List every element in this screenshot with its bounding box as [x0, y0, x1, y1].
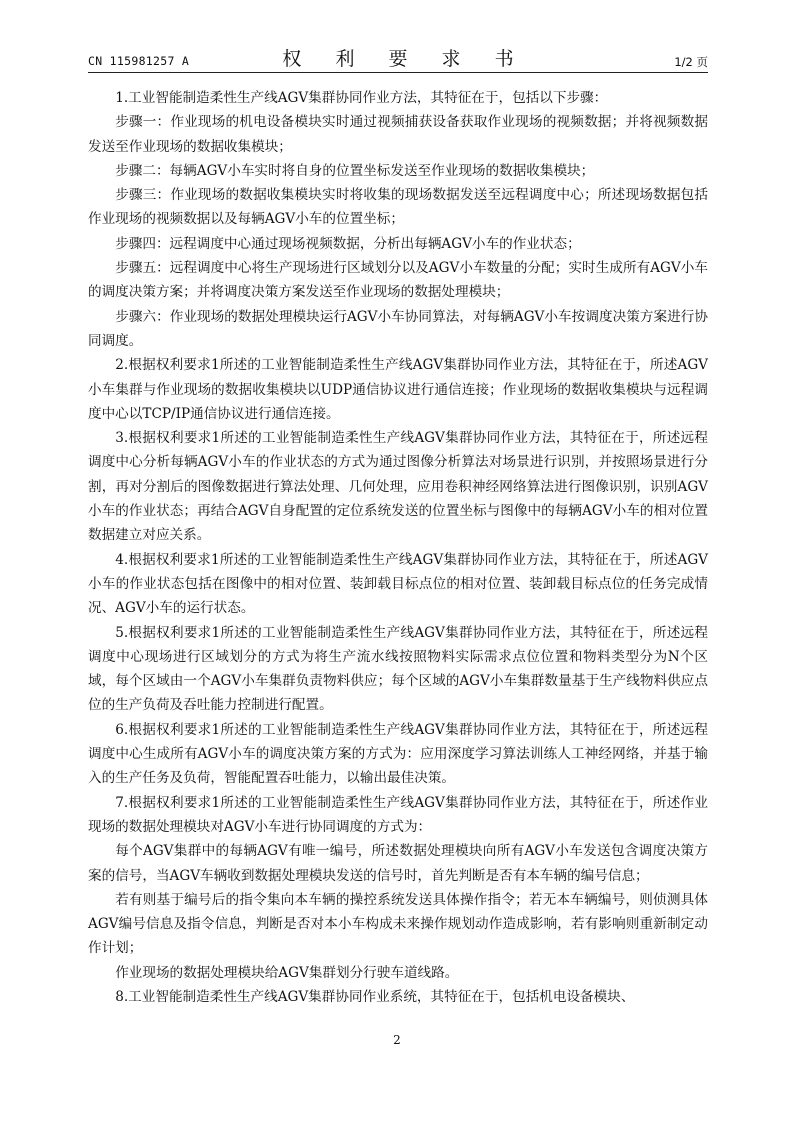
- claim-1-step-6: 步骤六：作业现场的数据处理模块运行AGV小车协同算法，对每辆AGV小车按调度决策方案进行协同调度。: [88, 308, 708, 349]
- claim-2: 2.根据权利要求1所述的工业智能制造柔性生产线AGV集群协同作业方法，其特征在于，所述AGV小车集群与作业现场的数据收集模块以UDP通信协议进行通信连接；作业现场的数据收集模块与远程调度中心以TCP/IP通信协议进行通信连接。: [88, 357, 708, 422]
- page-of-indicator: 1/2 页: [674, 55, 708, 69]
- claim-1-intro: 1.工业智能制造柔性生产线AGV集群协同作业方法，其特征在于，包括以下步骤：: [115, 90, 608, 106]
- claim-7-paragraph-2: 若有则基于编号后的指令集向本车辆的操控系统发送具体操作指令；若无本车辆编号，则侦测具体AGV编号信息及指令信息，判断是否对本小车构成未来操作规划动作造成影响，若有影响则重新制定动作计划；: [88, 891, 708, 957]
- claim-4: 4.根据权利要求1所述的工业智能制造柔性生产线AGV集群协同作业方法，其特征在于，所述AGV小车的作业状态包括在图像中的相对位置、装卸载目标点位的相对位置、装卸载目标点位的任务完成情况、AGV小车的运行状态。: [88, 551, 708, 617]
- claim-1-step-5: 步骤五：远程调度中心将生产现场进行区域划分以及AGV小车数量的分配；实时生成所有AGV小车的调度决策方案；并将调度决策方案发送至作业现场的数据处理模块；: [88, 260, 708, 301]
- header-rule: [88, 72, 708, 73]
- claim-5: 5.根据权利要求1所述的工业智能制造柔性生产线AGV集群协同作业方法，其特征在于，所述远程调度中心现场进行区域划分的方式为将生产流水线按照物料实际需求点位位置和物料类型分为N个区域，每个区域由一个AGV小车集群负责物料供应；每个区域的AGV小车集群数量基于生产线物料供应点位的生产负荷及吞吐能力控制进行配置。: [88, 624, 708, 714]
- claim-7-intro: 7.根据权利要求1所述的工业智能制造柔性生产线AGV集群协同作业方法，其特征在于，所述作业现场的数据处理模块对AGV小车进行协同调度的方式为：: [88, 794, 708, 835]
- publication-number: CN 115981257 A: [88, 54, 190, 68]
- claim-8-start: 8.工业智能制造柔性生产线AGV集群协同作业系统，其特征在于，包括机电设备模块、: [115, 988, 635, 1005]
- claim-1-step-4: 步骤四：远程调度中心通过现场视频数据，分析出每辆AGV小车的作业状态；: [115, 235, 581, 252]
- claim-3: 3.根据权利要求1所述的工业智能制造柔性生产线AGV集群协同作业方法，其特征在于，所述远程调度中心分析每辆AGV小车的作业状态的方式为通过图像分析算法对场景进行识别，并按照场景进行分割，再对分割后的图像数据进行算法处理、几何处理，应用卷积神经网络算法进行图像识别，识别AGV小车的作业状态；再结合AGV自身配置的定位系统发送的位置坐标与图像中的每辆AGV小车的相对位置数据建立对应关系。: [88, 430, 708, 544]
- claim-7-paragraph-1: 每个AGV集群中的每辆AGV有唯一编号，所述数据处理模块向所有AGV小车发送包含调度决策方案的信号，当AGV车辆收到数据处理模块发送的信号时，首先判断是否有本车辆的编号信息；: [88, 843, 708, 884]
- claims-body: [88, 86, 708, 1009]
- claim-1-step-2: 步骤二：每辆AGV小车实时将自身的位置坐标发送至作业现场的数据收集模块；: [115, 162, 595, 179]
- page-number: 2: [393, 1033, 401, 1047]
- claim-1-step-3: 步骤三：作业现场的数据收集模块实时将收集的现场数据发送至远程调度中心；所述现场数据包括作业现场的视频数据以及每辆AGV小车的位置坐标；: [88, 187, 708, 228]
- claim-6: 6.根据权利要求1所述的工业智能制造柔性生产线AGV集群协同作业方法，其特征在于，所述远程调度中心生成所有AGV小车的调度决策方案的方式为：应用深度学习算法训练人工神经网络，并基于输入的生产任务及负荷，智能配置吞吐能力，以输出最佳决策。: [88, 721, 708, 787]
- claim-7-paragraph-3: 作业现场的数据处理模块给AGV集群划分行驶车道线路。: [115, 964, 459, 981]
- document-title: 权 利 要 求 书: [282, 48, 528, 70]
- claim-1-step-1: 步骤一：作业现场的机电设备模块实时通过视频捕获设备获取作业现场的视频数据；并将视频数据发送至作业现场的数据收集模块；: [88, 114, 708, 155]
